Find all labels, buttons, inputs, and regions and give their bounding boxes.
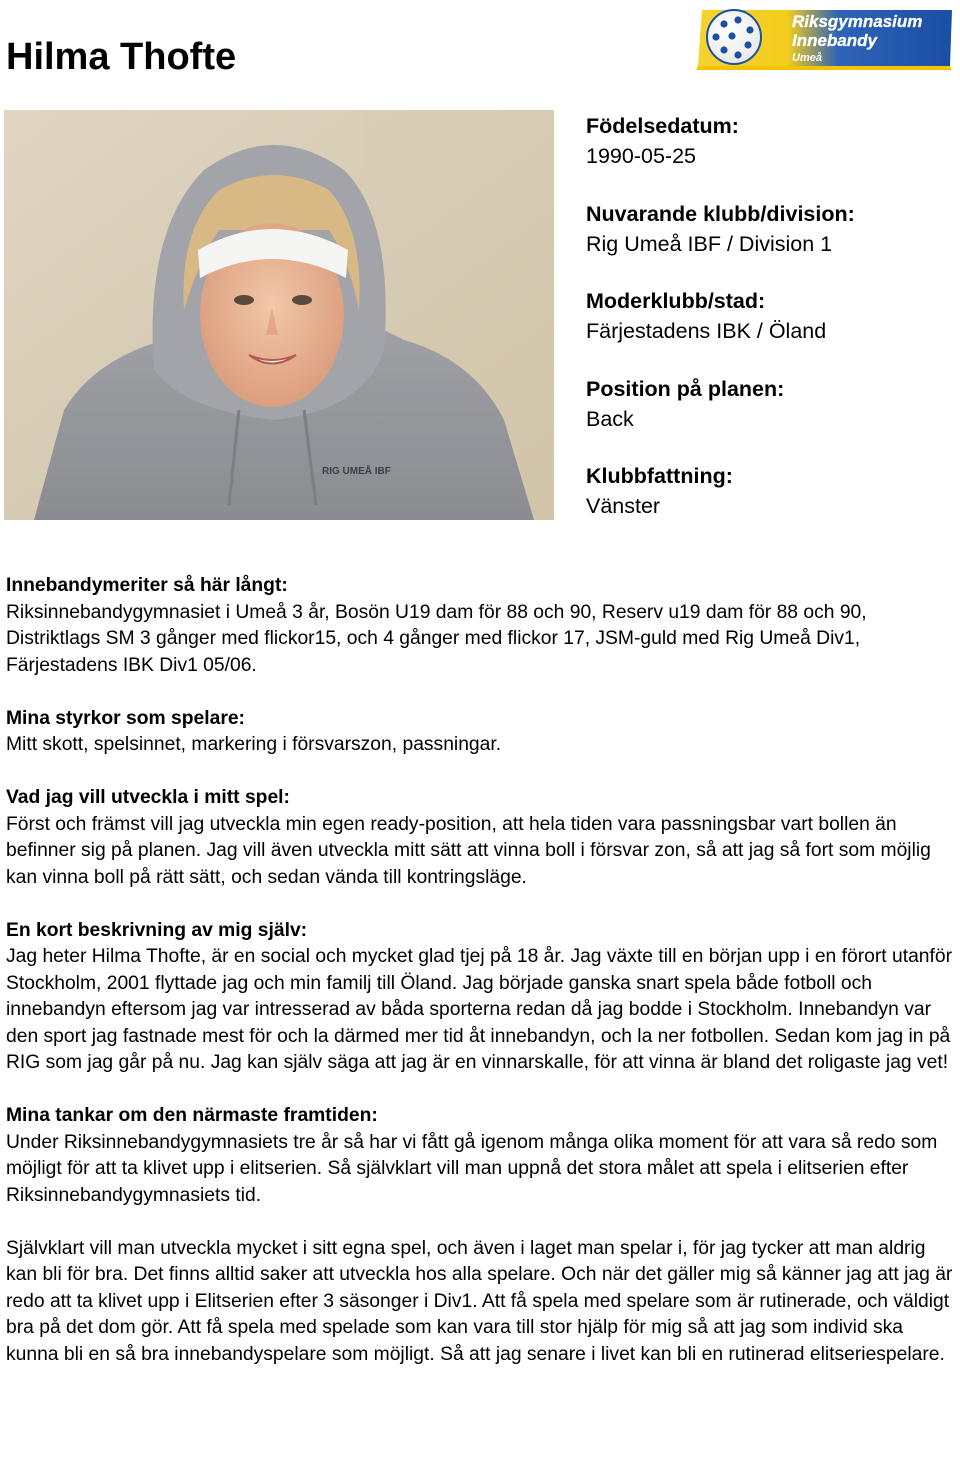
section-heading: En kort beskrivning av mig själv: [6, 919, 308, 941]
fact-stick-grip [586, 460, 946, 548]
fact-label: Nuvarande klubb/division: [586, 201, 855, 226]
fact-value: Rig Umeå IBF / Division 1 [586, 231, 833, 256]
section-paragraph: Under Riksinnebandygymnasiets tre år så har vi fått gå igenom många olika moment för att vara så redo som möjligt för att ta klivet upp i elitserien. Så självklart vill man uppnå det stora målet att spela i elitserien efter Riksinnebandygymnasiets tid. [6, 1131, 938, 1206]
fact-value: Färjestadens IBK / Öland [586, 319, 827, 343]
section-heading: Innebandymeriter så här långt: [6, 575, 288, 596]
fact-value: Vänster [586, 494, 661, 518]
fact-label: Klubbfattning: [586, 464, 733, 488]
fact-value: Back [586, 406, 634, 431]
section-strengths [6, 706, 960, 759]
section-merits [6, 573, 960, 679]
player-facts [586, 110, 946, 548]
fact-label: Moderklubb/stad: [586, 289, 766, 313]
page-title: Hilma Thofte [6, 36, 237, 78]
fact-label: Födelsedatum: [586, 114, 739, 138]
fact-value: 1990-05-25 [586, 144, 696, 168]
section-heading: Vad jag vill utveckla i mitt spel: [6, 787, 290, 808]
section-develop [6, 785, 960, 891]
floorball-ball-icon [707, 10, 761, 64]
section-heading: Mina tankar om den närmaste framtiden: [6, 1105, 378, 1126]
fact-current-club [586, 198, 946, 286]
section-paragraph: Mitt skott, spelsinnet, markering i försvarszon, passningar. [6, 734, 502, 755]
fact-position [586, 373, 946, 461]
section-description [6, 918, 960, 1077]
section-paragraph: Självklart vill man utveckla mycket i sitt egna spel, och även i laget man spelar i, för jag tycker att man aldrig kan bli för bra. Det finns alltid saker att utveckla hos alla spelare. Och när det gäller mig så känner jag att jag är redo att ta klivet upp i Elitserien efter 3 säsonger i Div1. Att få spela med spelare som är rutinerade, och väldigt bra på det dom gör. Att få spela med spelade som kan vara till stor hjälp för mig så att jag som individ ska kunna bli en så bra innebandyspelare som möjligt. Så att jag senare i livet kan bli en rutinerad elitseriespelare. [6, 1237, 953, 1365]
photo-shirt-text: RIG UMEÅ IBF [322, 466, 391, 477]
riksgymnasium-innebandy-logo [694, 4, 956, 72]
paragraph-gap [6, 1209, 960, 1236]
profile-body [6, 573, 960, 1395]
logo-line-2: Innebandy [792, 31, 878, 50]
fact-home-club [586, 285, 946, 373]
section-paragraph: Jag heter Hilma Thofte, är en social och mycket glad tjej på 18 år. Jag växte till en början upp i en förort utanför Stockholm, 2001 flyttade jag och min familj till Öland. Jag började ganska snart spela både fotboll och innebandyn eftersom jag var intresserad av båda sporterna redan då jag bodde i Stockholm. Innebandyn var den sport jag fastnade mest för och la därmed mer tid åt innebandyn, och la ner fotbollen. Sedan kom jag in på RIG som jag går på nu. Jag kan själv säga att jag är en vinnarskalle, för att vinna är bland det roligaste jag vet! [6, 946, 953, 1073]
section-heading: Mina styrkor som spelare: [6, 707, 245, 729]
section-paragraph: Först och främst vill jag utveckla min egen ready-position, att hela tiden vara passningsbar vart bollen än befinner sig på planen. Jag vill även utveckla mitt sätt att vinna boll i försvar zon, så att jag så fort som möjlig kan vinna boll på rätt sätt, och sedan vända till kontringsläge. [6, 813, 931, 888]
logo-line-1: Riksgymnasium [792, 12, 923, 31]
player-photo [4, 110, 554, 520]
section-future [6, 1103, 960, 1368]
fact-label: Position på planen: [586, 376, 785, 401]
fact-birthdate [586, 110, 946, 198]
section-paragraph: Riksinnebandygymnasiet i Umeå 3 år, Bosön U19 dam för 88 och 90, Reserv u19 dam för 88 och 90, Distriktlags SM 3 gånger med flickor15, och 4 gånger med flickor 17, JSM-guld med Rig Umeå Div1, Färjestadens IBK Div1 05/06. [6, 601, 867, 676]
logo-line-3: Umeå [792, 52, 822, 64]
